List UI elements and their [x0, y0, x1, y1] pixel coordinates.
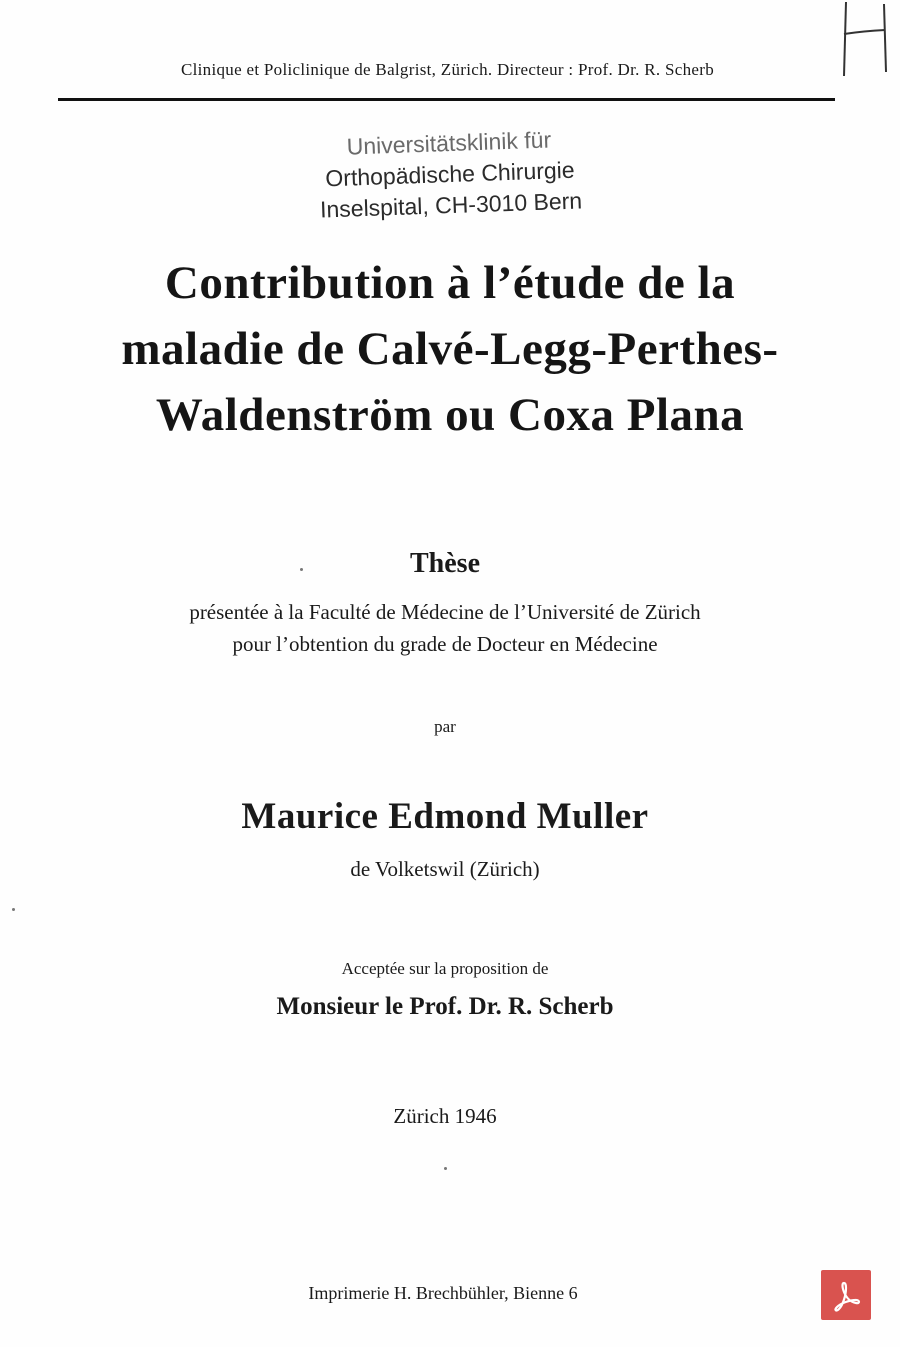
handwritten-h-mark — [838, 0, 894, 80]
title-line-2: maladie de Calvé-Legg-Perthes- — [121, 323, 779, 375]
library-stamp — [278, 122, 621, 227]
stamp-line-3: Inselspital, CH-3010 Bern — [319, 187, 583, 223]
thesis-desc-line-1: présentée à la Faculté de Médecine de l’Université de Zürich — [189, 600, 701, 624]
title-line-1: Contribution à l’étude de la — [164, 257, 736, 309]
author-name: Maurice Edmond Muller — [241, 796, 649, 837]
author-origin: de Volketswil (Zürich) — [350, 857, 540, 881]
paper-speck — [300, 568, 303, 571]
paper-speck — [444, 1167, 447, 1170]
thesis-title — [40, 250, 860, 448]
thesis-label: Thèse — [410, 548, 480, 579]
institution-header: Clinique et Policlinique de Balgrist, Zürich. Directeur : Prof. Dr. R. Scherb — [181, 60, 714, 79]
by-label: par — [434, 717, 456, 736]
header-divider — [58, 98, 835, 101]
thesis-description — [0, 596, 890, 660]
title-line-3: Waldenström ou Coxa Plana — [155, 389, 745, 441]
pdf-icon[interactable] — [821, 1270, 871, 1320]
thesis-desc-line-2: pour l’obtention du grade de Docteur en Médecine — [232, 632, 658, 656]
acceptance-line: Acceptée sur la proposition de — [341, 959, 549, 978]
stamp-line-2: Orthopädische Chirurgie — [324, 156, 576, 192]
paper-speck — [12, 908, 15, 911]
stamp-line-1: Universitätsklinik für — [346, 126, 552, 160]
place-year: Zürich 1946 — [393, 1104, 497, 1128]
pdf-acrobat-glyph — [829, 1278, 863, 1312]
printer-line: Imprimerie H. Brechbühler, Bienne 6 — [308, 1283, 578, 1303]
professor-name: Monsieur le Prof. Dr. R. Scherb — [276, 993, 614, 1020]
